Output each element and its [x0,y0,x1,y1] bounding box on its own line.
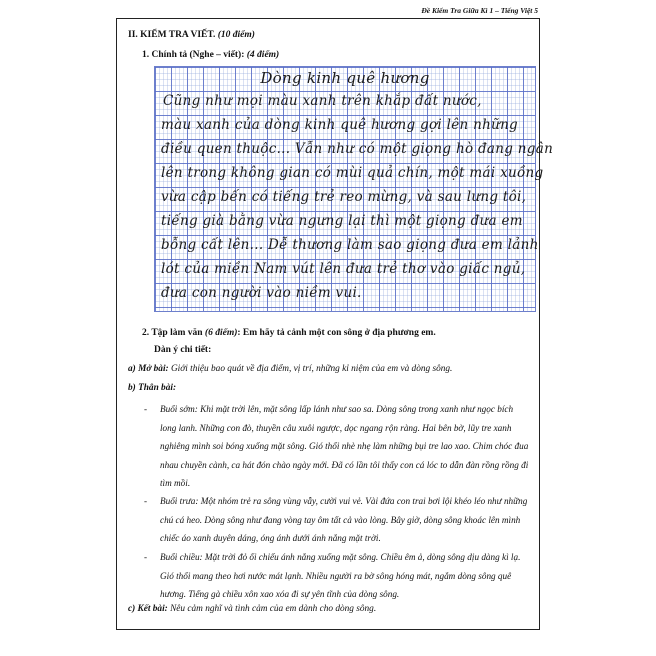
handwriting-line: lên trong không gian có mùi quả chín, một mái xuồng [161,165,544,181]
mo-bai [128,364,452,374]
handwriting-line: vừa cập bến có tiếng trẻ reo mừng, và sau lưng tôi, [161,189,527,205]
handwriting-line: màu xanh của dòng kinh quê hương gợi lên những [161,117,519,133]
exam-page [112,0,554,656]
ket-bai-label: c) Kết bài: [128,604,168,614]
part1-points: (4 điểm) [246,50,280,60]
part2-prompt: : Em hãy tả cảnh một con sông ở địa phương em. [237,328,436,338]
part2-heading [142,328,436,338]
mo-bai-text: Giới thiệu bao quát về địa điểm, vị trí, những kỉ niệm của em và dòng sông. [168,364,453,374]
outline-heading: Dàn ý chi tiết: [154,345,212,355]
handwriting-line: đưa con người vào niềm vui. [161,285,362,301]
than-bai [128,383,176,393]
handwriting-line: bỗng cất lên... Dễ thương làm sao giọng đưa em lảnh [161,237,539,253]
bullet-dash: - [144,496,148,506]
than-bai-label: b) Thân bài: [128,383,177,393]
handwriting-line: lót của miền Nam vút lên đưa trẻ thơ vào giấc ngủ, [161,261,526,277]
section-title [128,30,255,40]
section-title-text: II. KIỂM TRA VIẾT. [128,30,216,40]
part2-points: (6 điểm) [204,328,238,338]
handwriting-line: Cũng như mọi màu xanh trên khắp đất nước, [163,93,482,109]
page-header: Đề Kiểm Tra Giữa Kì 1 – Tiếng Việt 5 [421,6,538,15]
bullet-text: Buổi chiều: Mặt trời đỏ ối chiếu ánh nắng xuống mặt sông. Chiều êm ả, dòng sông dịu dàng kì lạ. Gió thổi mang theo hơi nước mát lạnh. Nhiều người ra bờ sông hóng mát, ngắm dòng sông quê hương. Tiếng gà chiều xôn xao xóa đi sự yên tĩnh của dòng sông. [160,552,521,599]
part1-label: 1. Chính tả (Nghe – viết): [142,50,245,60]
part1-heading [142,50,279,60]
handwriting-title: Dòng kinh quê hương [260,69,430,87]
bullet-text: Buổi trưa: Một nhóm trẻ ra sông vùng vẫy, cười vui vẻ. Vài đứa con trai bơi lội khéo léo như những chú cá heo. Dòng sông như đang vòng tay ôm tất cả vào lòng. Bây giờ, dòng sông khoác lên mình chiếc áo xanh duyên dáng, óng ánh dưới ánh nắng mặt trời. [160,496,528,543]
part2-label: 2. Tập làm văn [142,328,203,338]
bullet-noon [144,492,530,548]
bullet-morning [144,400,530,493]
bullet-dash: - [144,404,148,414]
handwriting-line: tiếng già bằng vừa ngưng lại thì một giọng đưa em [161,213,523,229]
ket-bai-text: Nêu cảm nghĩ và tình cảm của em dành cho dòng sông. [167,604,377,614]
bullet-text: Buổi sớm: Khi mặt trời lên, mặt sông lấp lánh như sao sa. Dòng sông trong xanh như ngọc bích long lanh. Những con đò, thuyền câu xuôi ngược, dọc ngang rộn ràng. Hai bên bờ, lũy tre xanh nghiêng mình soi bóng xuống mặt sông. Gió thổi nhè nhẹ làm những bụi tre lao xao. Chim chóc đua nhau chuyền cành, ca hát đón chào ngày mới. Đã có lần tôi thấy con cá lóc to dẫn đàn rồng rồng đi tìm mồi. [160,404,529,488]
bullet-afternoon [144,548,530,604]
section-points: (10 điểm) [217,30,255,40]
ket-bai [128,604,376,614]
handwriting-line: điều quen thuộc... Vẫn như có một giọng hò đang ngân [161,141,554,157]
bullet-dash: - [144,552,148,562]
handwriting-grid [154,66,554,312]
mo-bai-label: a) Mở bài: [128,364,169,374]
